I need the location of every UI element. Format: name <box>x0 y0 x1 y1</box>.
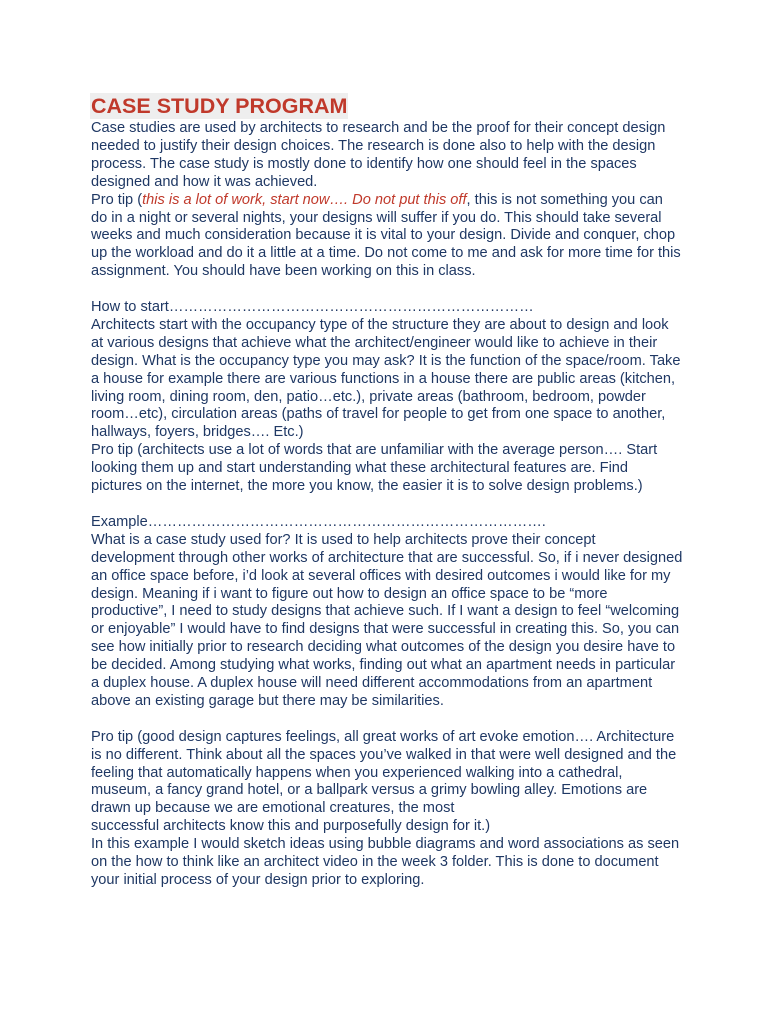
paragraph-spacer <box>91 496 683 514</box>
example-heading: Example………………………………………………………………………. <box>91 513 546 530</box>
page-title: CASE STUDY PROGRAM <box>91 94 348 118</box>
pro-tip-highlight: this is a lot of work, start now…. Do not put this off <box>142 191 467 208</box>
pro-tip-paragraph-3-continued: successful architects know this and purposefully design for it.) <box>91 818 491 835</box>
paragraph-spacer <box>91 281 683 299</box>
pro-tip-suffix: , this is not something you can do in a night or several nights, your designs will suffer if you do. This should take several weeks and much consideration because it is vital to your design. Divide and conquer, chop up the workload and do it a little at a time. Do not come to me and ask for more time for this assignment. You should have been working on this in class. <box>91 191 681 280</box>
how-to-start-paragraph: Architects start with the occupancy type of the structure they are about to design and look at various designs that achieve what the architect/engineer would like to achieve in their design. What is the occupancy type you may ask? It is the function of the space/room. Take a house for example there are various functions in a house there are public areas (kitchen, living room, dining room, den, patio…etc.), private areas (bathroom, bedroom, powder room…etc), circulation areas (paths of travel for people to get from one space to another, hallways, foyers, bridges…. Etc.) <box>91 316 681 441</box>
paragraph-spacer <box>91 711 683 729</box>
pro-tip-prefix: Pro tip ( <box>91 191 143 208</box>
document-page <box>91 93 683 890</box>
closing-paragraph: In this example I would sketch ideas using bubble diagrams and word associations as seen on the how to think like an architect video in the week 3 folder. This is done to document your initial process of your design prior to exploring. <box>91 836 680 889</box>
example-paragraph: What is a case study used for? It is used to help architects prove their concept development through other works of architecture that are successful. So, if i never designed an office space before, i’d look at several offices with desired outcomes i would like for my design. Meaning if i want to figure out how to design an office space to be “more productive”, I need to study designs that achieve such. If I want a design to feel “welcoming or enjoyable” I would have to find designs that were successful in creating this. So, you can see how initially prior to research deciding what outcomes of the design you desire have to be decided. Among studying what works, finding out what an apartment needs in particular a duplex house. A duplex house will need different accommodations from an apartment above an existing garage but there may be similarities. <box>91 531 683 709</box>
how-to-start-heading: How to start………………………………………………………………… <box>91 299 534 316</box>
pro-tip-paragraph-3: Pro tip (good design captures feelings, all great works of art evoke emotion…. Architecture is no different. Think about all the spaces you’ve walked in that were well designed and the feeling that automatically happens when you experienced walking into a cathedral, museum, a fancy grand hotel, or a ballpark versus a grimy bowling alley. Emotions are drawn up because we are emotional creatures, the most <box>91 728 677 817</box>
intro-paragraph: Case studies are used by architects to research and be the proof for their concept design needed to justify their design choices. The research is done also to help with the design process. The case study is mostly done to identify how one should feel in the spaces designed and how it was achieved. <box>91 120 666 190</box>
pro-tip-paragraph-2: Pro tip (architects use a lot of words that are unfamiliar with the average person…. Start looking them up and start understanding what these architectural features are. Find pictures on the internet, the more you know, the easier it is to solve design problems.) <box>91 442 658 495</box>
pro-tip-paragraph-1 <box>91 192 683 282</box>
